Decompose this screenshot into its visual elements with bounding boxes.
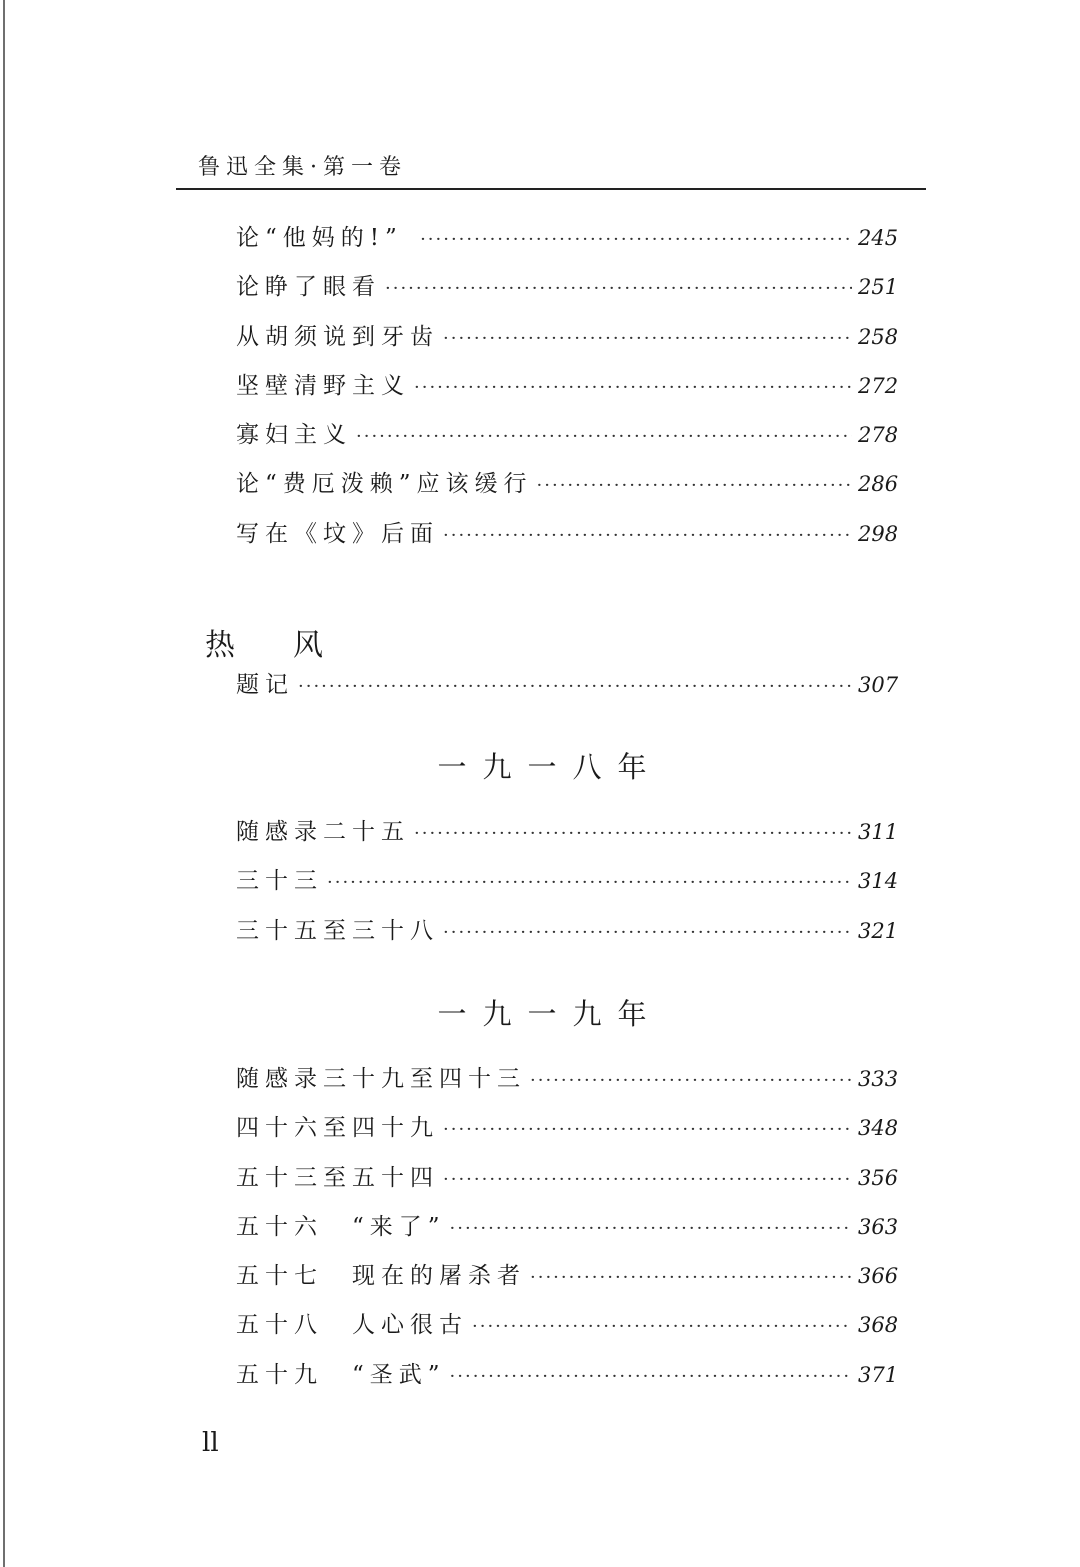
toc-entry-page: 272 — [858, 373, 899, 398]
dot-leader — [443, 525, 852, 546]
dot-leader — [450, 1218, 852, 1239]
toc-entry[interactable] — [236, 465, 899, 514]
toc-list-1918 — [236, 813, 899, 961]
dot-leader — [327, 872, 852, 893]
toc-entry-page: 286 — [858, 472, 899, 497]
toc-entry[interactable] — [236, 813, 899, 862]
toc-entry-title: 从胡须说到牙齿 — [236, 323, 439, 350]
dot-leader — [537, 475, 852, 496]
toc-entry-page: 258 — [858, 324, 899, 349]
toc-entry-page: 278 — [858, 423, 899, 448]
toc-entry-page: 368 — [858, 1313, 899, 1338]
toc-entry[interactable] — [236, 416, 899, 465]
toc-list-top — [236, 219, 899, 564]
toc-entry-page: 348 — [858, 1116, 899, 1141]
toc-entry[interactable] — [236, 912, 899, 961]
page-number: ll — [202, 1428, 219, 1458]
toc-entry-page: 314 — [858, 869, 899, 894]
toc-entry-title: 论睁了眼看 — [236, 274, 381, 301]
toc-entry[interactable] — [236, 1356, 899, 1405]
toc-entry[interactable] — [236, 515, 899, 564]
dot-leader — [530, 1070, 852, 1091]
toc-entry[interactable] — [236, 268, 899, 317]
toc-entry[interactable] — [236, 1060, 899, 1109]
toc-entry-title: 寡妇主义 — [236, 422, 352, 449]
toc-entry-page: 245 — [858, 226, 899, 250]
toc-entry[interactable] — [236, 666, 899, 715]
toc-entry-page: 307 — [858, 673, 899, 697]
toc-entry[interactable] — [236, 1159, 899, 1208]
dot-leader — [420, 229, 852, 250]
toc-entry-page: 311 — [858, 820, 899, 844]
toc-entry-page: 298 — [858, 521, 899, 546]
dot-leader — [356, 426, 852, 447]
toc-entry-title: 随感录三十九至四十三 — [236, 1066, 526, 1092]
dot-leader — [385, 278, 852, 299]
dot-leader — [443, 328, 852, 349]
toc-entry[interactable] — [236, 367, 899, 416]
toc-entry-title: 五十六 “来了” — [236, 1213, 446, 1240]
dot-leader — [443, 1119, 852, 1140]
toc-entry-title: 写在《坟》后面 — [236, 520, 439, 547]
toc-entry[interactable] — [236, 862, 899, 911]
toc-entry[interactable] — [236, 318, 899, 367]
dot-leader — [443, 1169, 852, 1190]
toc-entry-title: 论“费厄泼赖”应该缓行 — [236, 471, 533, 498]
toc-entry-page: 363 — [858, 1214, 899, 1239]
toc-entry-title: 五十三至五十四 — [236, 1164, 439, 1191]
toc-entry-title: 坚壁清野主义 — [236, 372, 410, 399]
toc-entry[interactable] — [236, 1208, 899, 1257]
section-title: 热 风 — [205, 628, 337, 663]
toc-list-intro — [236, 666, 899, 715]
toc-list-1919 — [236, 1060, 899, 1405]
toc-entry-title: 五十七 现在的屠杀者 — [236, 1263, 526, 1290]
toc-entry-page: 366 — [858, 1264, 899, 1289]
year-heading-1918: 一九一八年 — [437, 750, 663, 784]
dot-leader — [450, 1366, 852, 1387]
dot-leader — [472, 1316, 852, 1337]
dot-leader — [414, 377, 852, 398]
toc-entry-page: 251 — [858, 275, 899, 300]
toc-entry-title: 三十五至三十八 — [236, 917, 439, 944]
header-rule — [176, 188, 926, 190]
toc-entry[interactable] — [236, 1257, 899, 1306]
toc-entry-page: 356 — [858, 1165, 899, 1190]
dot-leader — [298, 676, 852, 697]
toc-entry-title: 论“他妈的!” — [236, 225, 417, 251]
dot-leader — [530, 1267, 852, 1288]
toc-entry-title: 随感录二十五 — [236, 819, 410, 845]
toc-entry-page: 333 — [858, 1067, 899, 1091]
toc-entry-title: 五十九 “圣武” — [236, 1361, 446, 1388]
toc-entry[interactable] — [236, 1109, 899, 1158]
toc-entry[interactable] — [236, 1306, 899, 1355]
toc-entry-title: 五十八 人心很古 — [236, 1312, 468, 1339]
toc-entry[interactable] — [236, 219, 899, 268]
toc-entry-page: 371 — [858, 1362, 899, 1387]
year-heading-1919: 一九一九年 — [437, 997, 663, 1031]
toc-entry-title: 题记 — [236, 672, 294, 698]
dot-leader — [443, 922, 852, 943]
dot-leader — [414, 823, 852, 844]
toc-entry-page: 321 — [858, 918, 899, 943]
toc-entry-title: 三十三 — [236, 868, 323, 895]
toc-entry-title: 四十六至四十九 — [236, 1115, 439, 1142]
running-head: 鲁迅全集·第一卷 — [198, 155, 407, 180]
